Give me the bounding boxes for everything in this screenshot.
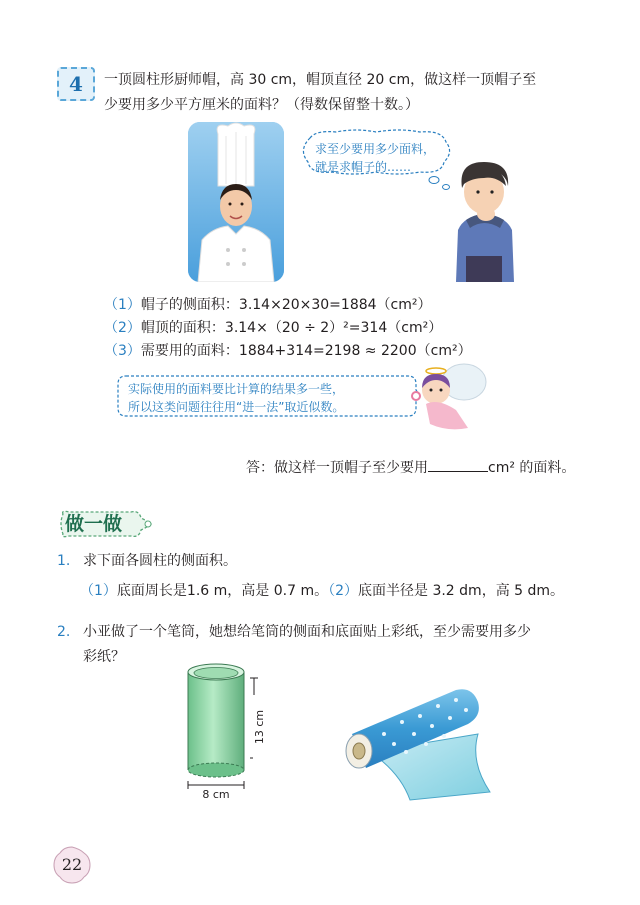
step-1-number: （1） — [104, 297, 141, 313]
problem-line-2: 少要用多少平方厘米的面料？（得数保留整十数。） — [104, 97, 419, 113]
practice-title-badge — [57, 508, 151, 540]
problem-line-1: 一顶圆柱形厨师帽，高 30 cm，帽顶直径 20 cm，做这样一顶帽子至 — [104, 72, 537, 88]
practice-title: 做一做 — [65, 513, 123, 535]
q2-line-1: 小亚做了一个笔筒，她想给笔筒的侧面和底面贴上彩纸，至少需要用多少 — [83, 624, 531, 640]
q1-number: 1. — [57, 553, 71, 569]
q1-part1-number: （1） — [80, 583, 117, 599]
diameter-label: 8 cm — [202, 788, 230, 801]
step-2-text: 帽顶的面积：3.14×（20 ÷ 2）²=314（cm²） — [140, 320, 443, 336]
step-3-text: 需要用的面料：1884+314=2198 ≈ 2200（cm²） — [140, 343, 472, 359]
thinking-boy-illustration — [448, 158, 520, 282]
height-label: 13 cm — [253, 695, 267, 759]
page-number: 22 — [61, 855, 83, 874]
note-text — [128, 380, 344, 416]
answer-prefix: 答：做这样一顶帽子至少要用 — [246, 460, 428, 476]
page-number-badge — [52, 845, 92, 885]
step-1 — [104, 293, 432, 317]
thought-line-1: 求至少要用多少面料， — [315, 142, 436, 156]
q2-number: 2. — [57, 624, 71, 640]
q2 — [57, 620, 531, 644]
note-line-2: 所以这类问题往往用“进一法”取近似数。 — [128, 400, 345, 414]
q1-part2-text: 底面半径是 3.2 dm，高 5 dm。 — [358, 583, 565, 599]
step-3-number: （3） — [104, 343, 141, 359]
step-2 — [104, 316, 442, 340]
note-line-1: 实际使用的面料要比计算的结果多一些， — [128, 382, 345, 396]
answer-blank — [428, 455, 488, 472]
thought-line-2: 就是求帽子的…… — [315, 160, 412, 174]
chef-illustration — [188, 122, 284, 282]
answer-suffix: cm² 的面料。 — [488, 460, 576, 476]
q2-line-2: 彩纸？ — [83, 649, 125, 665]
paper-roll-figure — [340, 682, 500, 812]
thought-text — [315, 140, 435, 176]
step-1-text: 帽子的侧面积：3.14×20×30=1884（cm²） — [140, 297, 432, 313]
answer-line — [246, 455, 575, 480]
q1 — [57, 549, 237, 573]
q1-text: 求下面各圆柱的侧面积。 — [83, 553, 237, 569]
q1-part1-text: 底面周长是1.6 m，高是 0.7 m。 — [116, 583, 329, 599]
q1-parts — [80, 579, 564, 603]
angel-girl-illustration — [408, 362, 492, 434]
q1-part2-number: （2） — [328, 583, 358, 599]
step-3 — [104, 339, 472, 363]
chef-photo — [188, 122, 284, 282]
step-2-number: （2） — [104, 320, 141, 336]
example-number-badge: 4 — [57, 67, 95, 101]
